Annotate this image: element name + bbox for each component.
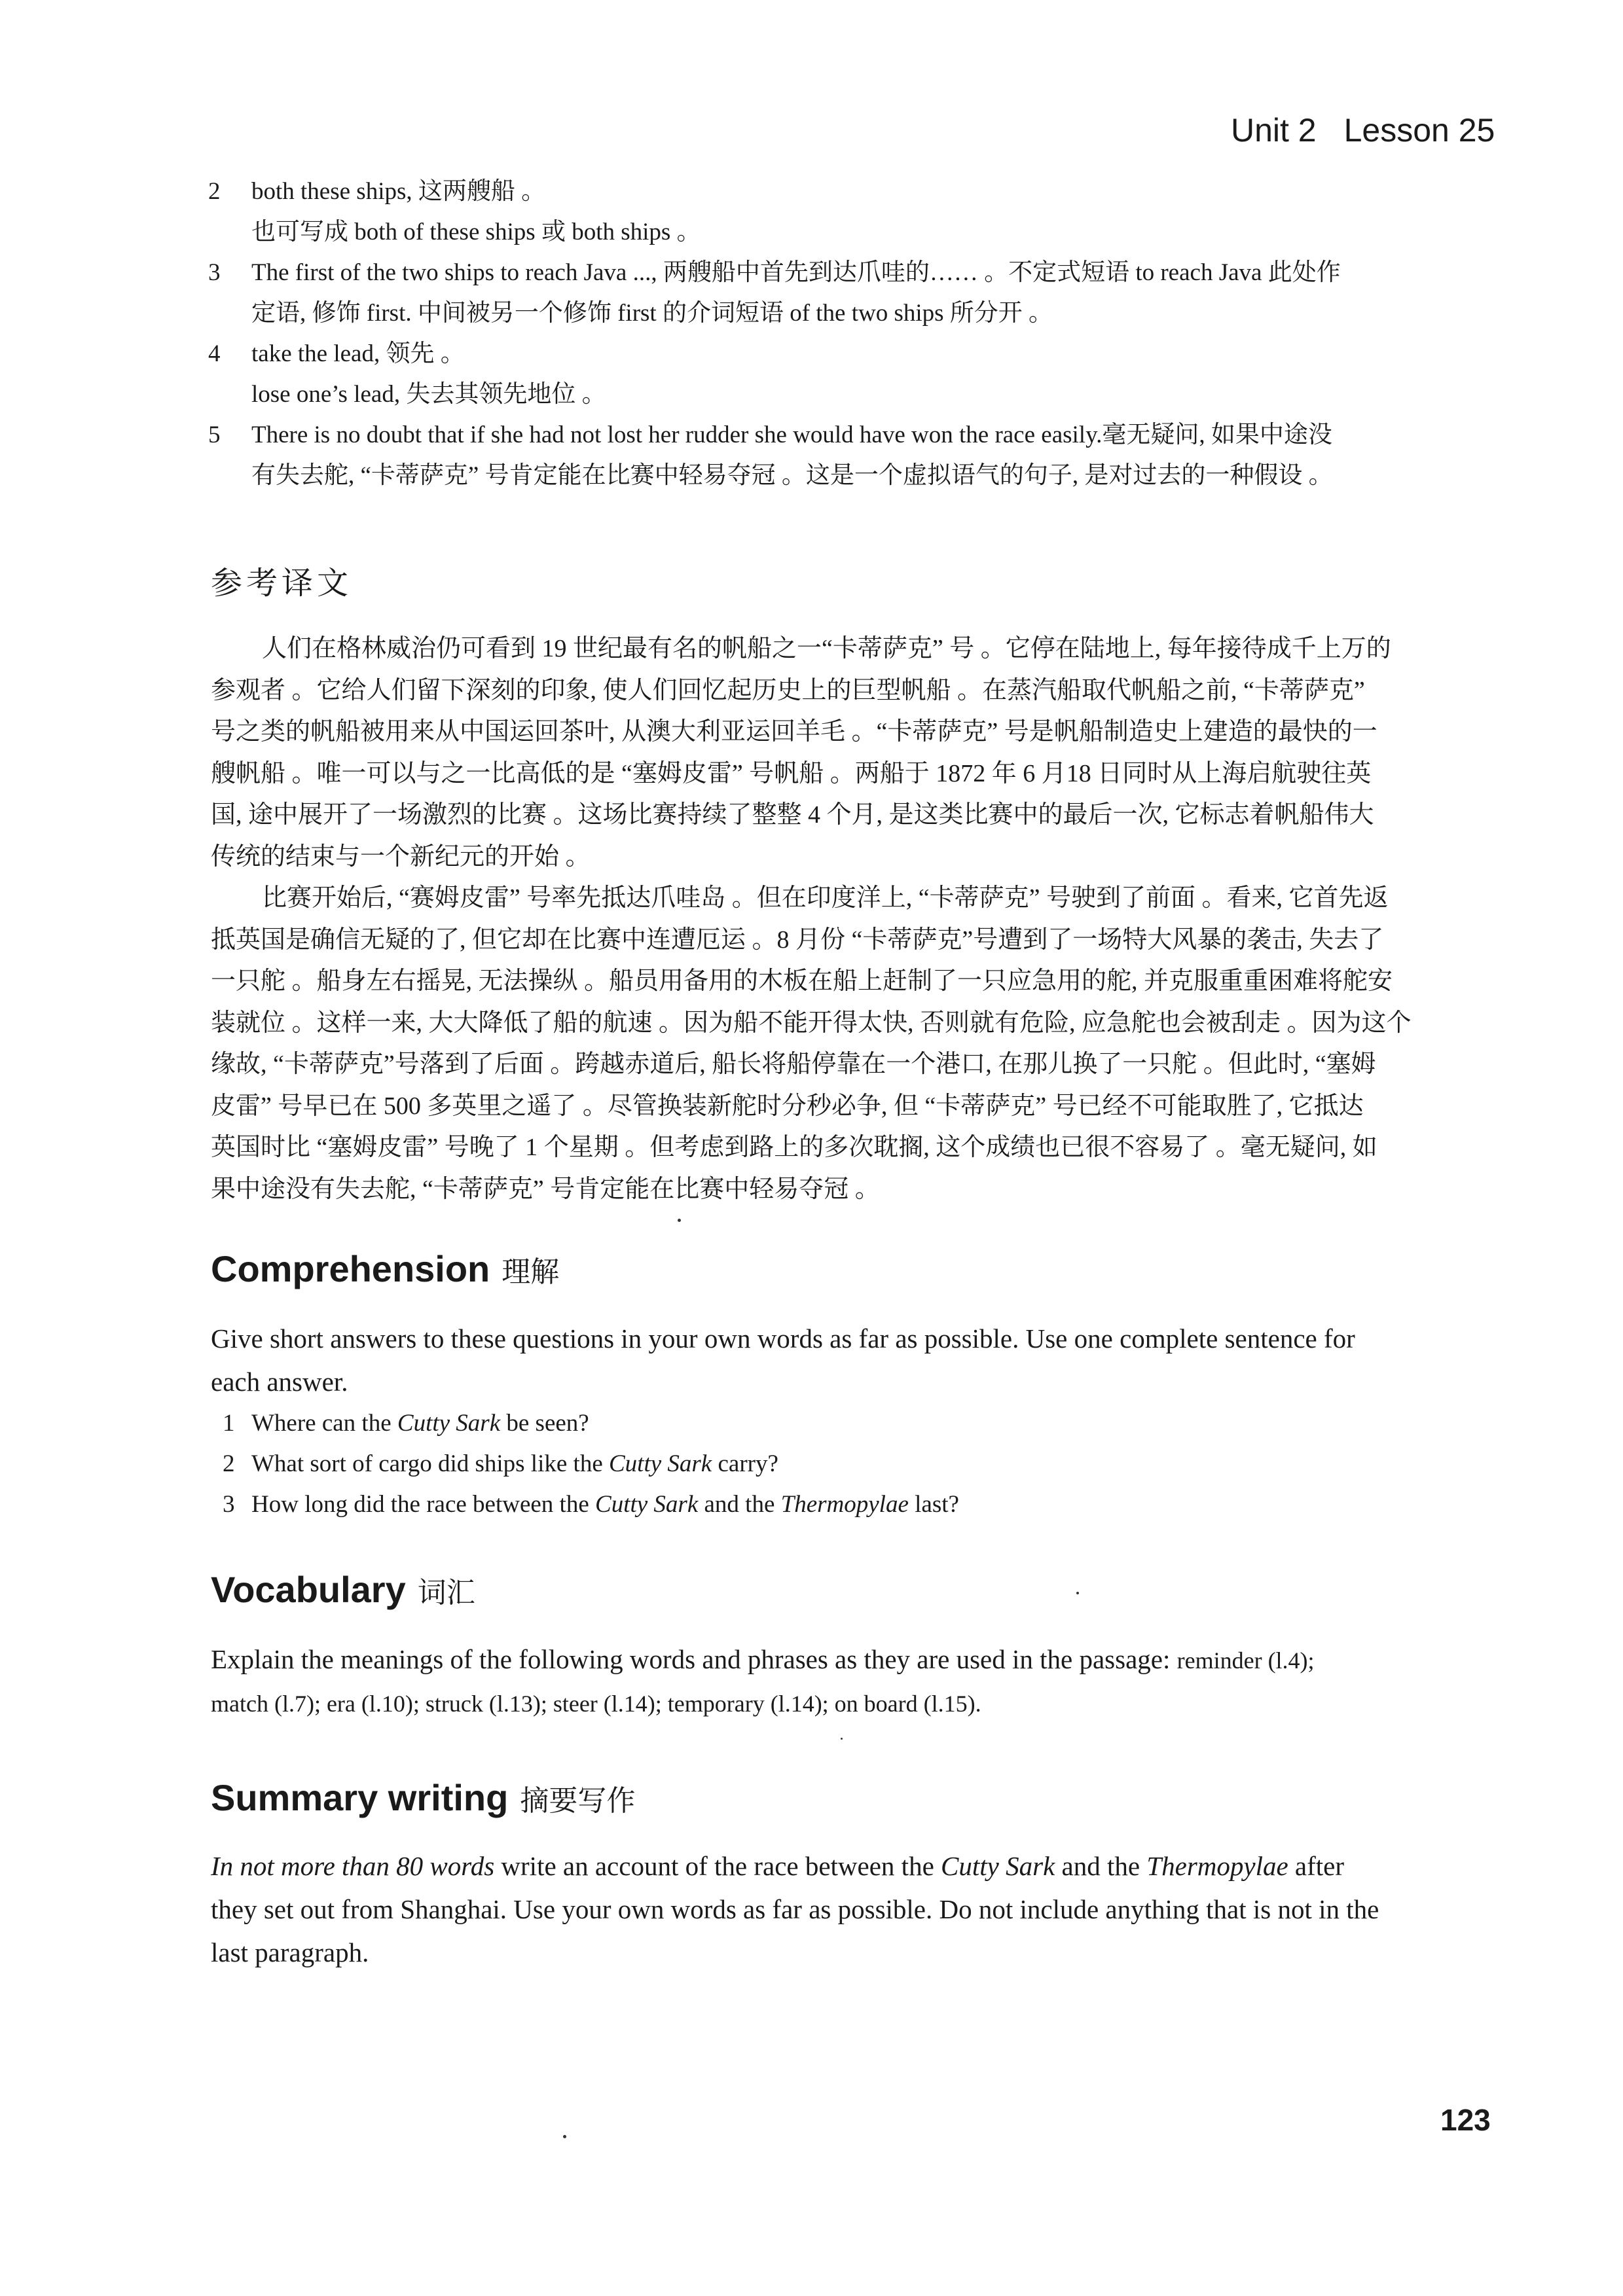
ship-name: Thermopylae xyxy=(780,1491,909,1518)
question-number: 1 xyxy=(223,1410,235,1437)
instruction-text: and the xyxy=(1055,1851,1147,1881)
comprehension-title-cn: 理解 xyxy=(501,1255,560,1289)
question-text: How long did the race between the xyxy=(251,1491,596,1518)
translation-body xyxy=(211,628,1507,1210)
translation-paragraph xyxy=(211,628,1507,878)
instruction-text: write an account of the race between the xyxy=(494,1851,941,1881)
translation-line: 参观者 。它给人们留下深刻的印象, 使人们回忆起历史上的巨型帆船 。在蒸汽船取代帆船之前, “卡蒂萨克” xyxy=(211,676,1365,704)
note-line: 也可写成 both of these ships 或 both ships 。 xyxy=(251,219,701,245)
vocabulary-title-cn: 词汇 xyxy=(417,1576,475,1609)
vocabulary-title xyxy=(211,1568,475,1611)
instruction-text: reminder (l.4); xyxy=(1176,1647,1315,1674)
instruction-line: each answer. xyxy=(211,1367,348,1397)
question-text: and the xyxy=(698,1491,781,1518)
note-line: There is no doubt that if she had not lost her rudder she would have won the race easily.毫无疑问, 如果中途没 xyxy=(251,422,1332,448)
comprehension-title-en: Comprehension xyxy=(211,1248,490,1289)
note-item xyxy=(208,334,1504,415)
vocabulary-title-en: Vocabulary xyxy=(211,1569,406,1610)
instruction-text: after xyxy=(1288,1851,1345,1881)
summary-title-cn: 摘要写作 xyxy=(520,1784,636,1818)
translation-line: 传统的结束与一个新纪元的开始 。 xyxy=(211,842,591,870)
note-line: 定语, 修饰 first. 中间被另一个修饰 first 的介词短语 of the two ships 所分开 。 xyxy=(251,300,1053,327)
note-number: 2 xyxy=(208,178,221,205)
instruction-line: last paragraph. xyxy=(211,1937,369,1967)
ship-name: Cutty Sark xyxy=(595,1491,699,1518)
scan-speck xyxy=(841,1738,843,1740)
running-head xyxy=(1231,111,1495,149)
notes-list xyxy=(208,171,1504,496)
question-item xyxy=(223,1403,1506,1444)
question-text: last? xyxy=(908,1491,959,1518)
question-item xyxy=(223,1484,1506,1525)
question-number: 2 xyxy=(223,1450,235,1477)
translation-line: 一只舵 。船身左右摇晃, 无法操纵 。船员用备用的木板在船上赶制了一只应急用的舵, 并克服重重困难将舵安 xyxy=(211,967,1393,995)
translation-line: 人们在格林威治仍可看到 19 世纪最有名的帆船之一“卡蒂萨克” 号 。它停在陆地上, 每年接待成千上万的 xyxy=(262,635,1391,662)
note-line: both these ships, 这两艘船 。 xyxy=(251,178,546,205)
summary-instruction xyxy=(211,1844,1507,1974)
translation-line: 国, 途中展开了一场激烈的比赛 。这场比赛持续了整整 4 个月, 是这类比赛中的最后一次, 它标志着帆船伟大 xyxy=(211,801,1374,829)
ship-name: Thermopylae xyxy=(1146,1851,1288,1881)
translation-line: 果中途没有失去舵, “卡蒂萨克” 号肯定能在比赛中轻易夺冠 。 xyxy=(211,1175,880,1203)
note-item xyxy=(208,253,1504,334)
translation-paragraph xyxy=(211,878,1507,1210)
instruction-text: Explain the meanings of the following words and phrases as they are used in the passage: xyxy=(211,1644,1171,1674)
translation-line: 抵英国是确信无疑的了, 但它却在比赛中连遭厄运 。8 月份 “卡蒂萨克”号遭到了一场特大风暴的袭击, 失去了 xyxy=(211,925,1384,954)
note-item xyxy=(208,415,1504,496)
scan-speck xyxy=(563,2135,566,2138)
translation-heading: 参考译文 xyxy=(211,565,353,601)
translation-line: 艘帆船 。唯一可以与之一比高低的是 “塞姆皮雷” 号帆船 。两船于 1872 年 6 月18 日同时从上海启航驶往英 xyxy=(211,759,1372,787)
comprehension-instruction xyxy=(211,1317,1507,1403)
question-text: What sort of cargo did ships like the xyxy=(251,1450,609,1477)
question-text: be seen? xyxy=(500,1410,589,1437)
ship-name: Cutty Sark xyxy=(941,1851,1055,1881)
note-number: 5 xyxy=(208,422,221,448)
comprehension-title xyxy=(211,1247,559,1290)
note-line: 有失去舵, “卡蒂萨克” 号肯定能在比赛中轻易夺冠 。这是一个虚拟语气的句子, 是对过去的一种假设 。 xyxy=(251,462,1333,489)
ship-name: Cutty Sark xyxy=(397,1410,501,1437)
question-text: carry? xyxy=(712,1450,778,1477)
instruction-line xyxy=(211,1844,1507,1888)
translation-line: 号之类的帆船被用来从中国运回茶叶, 从澳大利亚运回羊毛 。“卡蒂萨克” 号是帆船制造史上建造的最快的一 xyxy=(211,718,1377,745)
lesson-label: Lesson 25 xyxy=(1343,112,1495,149)
note-line: The first of the two ships to reach Java ..., 两艘船中首先到达爪哇的…… 。不定式短语 to reach Java 此处作 xyxy=(251,259,1341,286)
note-item xyxy=(208,171,1504,253)
note-number: 3 xyxy=(208,259,221,286)
instruction-line: Give short answers to these questions in your own words as far as possible. Use one complete sentence for xyxy=(211,1323,1355,1354)
page-number: 123 xyxy=(1440,2103,1491,2137)
note-line: take the lead, 领先 。 xyxy=(251,340,465,367)
note-line: lose one’s lead, 失去其领先地位 。 xyxy=(251,381,606,408)
unit-label: Unit 2 xyxy=(1231,112,1317,149)
instruction-line: they set out from Shanghai. Use your own words as far as possible. Do not include anything that is not in the xyxy=(211,1894,1379,1924)
summary-title xyxy=(211,1776,635,1819)
scan-speck xyxy=(1076,1592,1079,1594)
translation-line: 装就位 。这样一来, 大大降低了船的航速 。因为船不能开得太快, 否则就有危险, 应急舵也会被刮走 。因为这个 xyxy=(211,1009,1412,1037)
ship-name: Cutty Sark xyxy=(609,1450,712,1477)
translation-line: 比赛开始后, “赛姆皮雷” 号率先抵达爪哇岛 。但在印度洋上, “卡蒂萨克” 号驶到了前面 。看来, 它首先返 xyxy=(262,884,1389,912)
scan-speck xyxy=(678,1219,681,1222)
vocabulary-instruction xyxy=(211,1638,1507,1725)
summary-title-en: Summary writing xyxy=(211,1777,509,1818)
comprehension-questions xyxy=(223,1403,1506,1525)
translation-line: 皮雷” 号早已在 500 多英里之遥了 。尽管换装新舵时分秒必争, 但 “卡蒂萨克” 号已经不可能取胜了, 它抵达 xyxy=(211,1092,1364,1120)
question-item xyxy=(223,1444,1506,1484)
instruction-line: match (l.7); era (l.10); struck (l.13); steer (l.14); temporary (l.14); on board (l.15). xyxy=(211,1691,981,1717)
instruction-line xyxy=(211,1638,1507,1682)
word-limit: In not more than 80 words xyxy=(211,1851,495,1881)
question-text: Where can the xyxy=(251,1410,397,1437)
translation-line: 缘故, “卡蒂萨克”号落到了后面 。跨越赤道后, 船长将船停靠在一个港口, 在那儿换了一只舵 。但此时, “塞姆 xyxy=(211,1050,1376,1078)
question-number: 3 xyxy=(223,1491,235,1518)
translation-line: 英国时比 “塞姆皮雷” 号晚了 1 个星期 。但考虑到路上的多次耽搁, 这个成绩也已很不容易了 。毫无疑问, 如 xyxy=(211,1134,1377,1161)
note-number: 4 xyxy=(208,340,221,367)
